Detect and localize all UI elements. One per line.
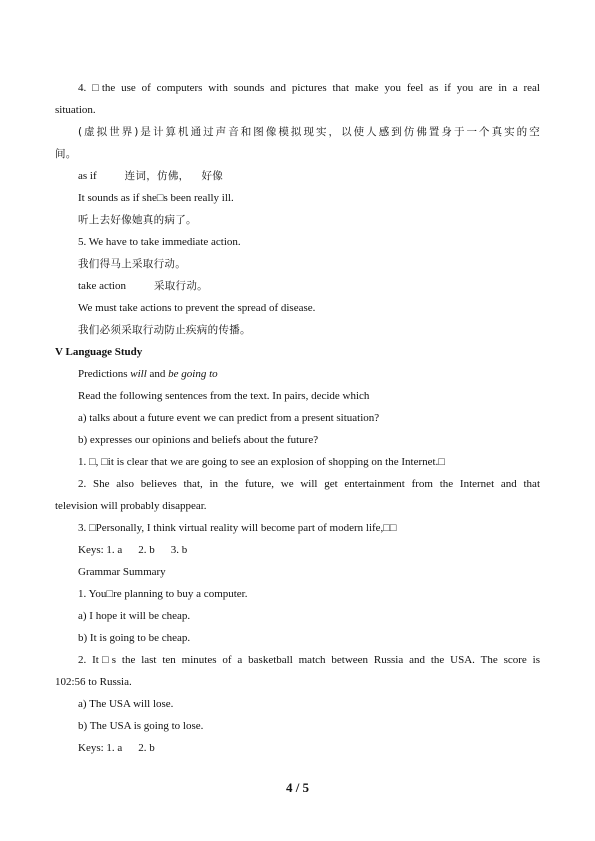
phrase-term: as if xyxy=(78,170,97,182)
item-4-translation-cont: 间。 xyxy=(55,148,77,160)
question-1: 1. You□re planning to buy a computer. xyxy=(78,588,248,600)
answer-keys: Keys: 1. a 2. b xyxy=(78,742,155,754)
item-4-definition-cont: situation. xyxy=(55,104,96,116)
phrase-meaning-2: 好像 xyxy=(201,170,224,182)
phrase-meaning: 连词，仿佛， xyxy=(124,170,190,182)
page-number: 4 / 5 xyxy=(285,780,310,795)
phrase-take-action xyxy=(78,279,208,293)
question-2: 2. It□s the last ten minutes of a basketball match between Russia and the USA. The score is xyxy=(78,654,540,666)
example-translation: 听上去好像她真的病了。 xyxy=(78,214,197,226)
sentence-3: 3. □Personally, I think virtual reality will become part of modern life,□□ xyxy=(78,522,397,534)
answer-keys: Keys: 1. a 2. b 3. b xyxy=(78,544,188,556)
item-5-translation: 我们得马上采取行动。 xyxy=(78,258,186,270)
sentence-2-cont: television will probably disappear. xyxy=(55,500,207,512)
item-4-definition: 4. □the use of computers with sounds and pictures that make you feel as if you are in a real xyxy=(78,82,540,94)
sentence-1: 1. □, □it is clear that we are going to see an explosion of shopping on the Internet.□ xyxy=(78,456,445,468)
phrase-meaning: 采取行动。 xyxy=(153,280,208,292)
example-sentence: We must take actions to prevent the spread of disease. xyxy=(78,302,316,314)
phrase-term: take action xyxy=(78,280,126,292)
item-4-translation: (虚拟世界)是计算机通过声音和图像模拟现实，以使人感到仿佛置身于一个真实的空 xyxy=(78,126,540,138)
section-heading: V Language Study xyxy=(55,346,143,358)
item-5-sentence: 5. We have to take immediate action. xyxy=(78,236,241,248)
example-sentence: It sounds as if she□s been really ill. xyxy=(78,192,234,204)
phrase-as-if xyxy=(78,169,223,183)
grammar-summary-heading: Grammar Summary xyxy=(78,566,166,578)
question-2-cont: 102:56 to Russia. xyxy=(55,676,132,688)
example-translation: 我们必须采取行动防止疾病的传播。 xyxy=(78,324,251,336)
instruction-text: Read the following sentences from the text. In pairs, decide which xyxy=(78,390,370,402)
question-2-option-a: a) The USA will lose. xyxy=(78,698,174,710)
question-1-option-b: b) It is going to be cheap. xyxy=(78,632,191,644)
option-a: a) talks about a future event we can predict from a present situation? xyxy=(78,412,380,424)
option-b: b) expresses our opinions and beliefs about the future? xyxy=(78,434,319,446)
subheading-predictions: Predictions will and be going to xyxy=(78,368,218,380)
sentence-2: 2. She also believes that, in the future, we will get entertainment from the Internet and that xyxy=(78,478,540,490)
question-2-option-b: b) The USA is going to lose. xyxy=(78,720,204,732)
question-1-option-a: a) I hope it will be cheap. xyxy=(78,610,191,622)
